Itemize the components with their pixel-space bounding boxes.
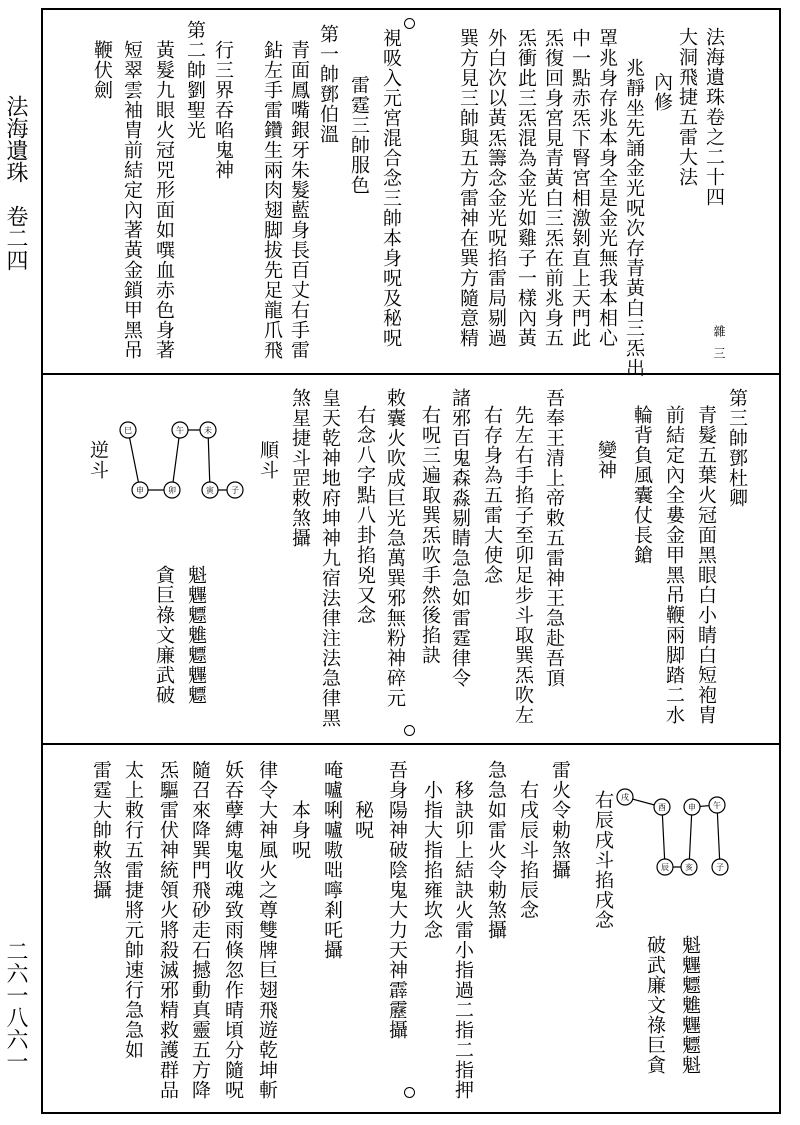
text-column: 青髮五葉火冠面黑眼白小睛白短袍胄: [695, 405, 717, 725]
text-column: 右辰戌斗掐戌念: [592, 790, 614, 930]
section-divider-2: [41, 743, 781, 745]
text-column: 律令大神風火之尊雙牌巨翅飛遊乾坤斬: [256, 760, 278, 1100]
text-column: 巽方見三帥與五方雷神在巽方隨意精: [457, 28, 479, 348]
diagram-node-label: 午: [176, 426, 184, 435]
text-column: 移訣卯上結訣火雷小指過二指二指押: [452, 780, 474, 1100]
text-column: 妖吞孽縛鬼收魂致雨倏忽作晴頃分隨呪: [222, 760, 244, 1100]
diagram-node-label: 辰: [661, 863, 669, 872]
text-column: 罩兆身存兆本身全是金光無我本相心: [596, 28, 618, 348]
page-number-side: 二六一八六一: [3, 940, 28, 1072]
text-column: 急急如雷火令勅煞攝: [485, 760, 507, 940]
diagram-node-label: 卯: [168, 486, 176, 495]
text-column: 唵嚧唎嚧嗷咄嚀剎吒攝: [321, 760, 343, 960]
text-column: 魁魓魒魋魒魓魒: [185, 565, 207, 705]
chen-xu-dipper-diagram: [605, 775, 755, 885]
text-column: 第二帥劉聖光: [184, 20, 206, 140]
text-column: 順斗: [257, 440, 279, 480]
text-column: 鞭伏劍: [91, 40, 113, 100]
diagram-caption: 逆斗: [87, 440, 109, 480]
volume-side: 卷二四: [3, 205, 28, 271]
text-column: 視吸入元宮混合念三帥本身呪及秘呪: [380, 28, 402, 348]
text-column: 雷霆大帥敕煞攝: [90, 760, 112, 900]
text-column: 魁魓魒魋魓魒魁: [679, 935, 701, 1075]
text-column: 皇天乾神地府坤神九宿法律注法急律黑: [319, 388, 341, 728]
text-column: 內修: [651, 72, 673, 112]
text-column: 先左右手掐子至卯足步斗取巽炁吹左: [512, 405, 534, 725]
text-column: 中一點赤炁下腎宮相激剝直上天門此: [569, 28, 591, 348]
diagram-node-label: 酉: [658, 803, 666, 812]
diagram-node-label: 巳: [124, 426, 132, 435]
text-column: 吾奉王清上帝敕五雷神王急赴吾頂: [543, 388, 565, 688]
text-column: 秘呪: [352, 800, 374, 840]
text-column: 小指大指掐雍坎念: [421, 780, 443, 940]
book-title-side: 法海遺珠: [3, 95, 28, 183]
text-column: 兆靜坐先誦金光呪次存青黃白三炁出: [623, 58, 645, 378]
text-column: 諸邪百鬼森淼剔睛急急如雷霆律令: [449, 388, 471, 688]
text-column: 貪巨祿文廉武破: [153, 565, 175, 705]
diagram-node-label: 申: [688, 803, 696, 812]
text-column: 煞星捷斗罡敕煞攝: [289, 388, 311, 548]
diagram-node-label: 子: [231, 486, 239, 495]
text-column: 雷霆三帥服色: [348, 75, 370, 195]
diagram-node-label: 子: [716, 863, 724, 872]
diagram-node-label: 戌: [621, 793, 629, 802]
text-column: 短翠雲袖胄前結定內著黃金鎖甲黑吊: [121, 40, 143, 360]
text-column: 炁驅雷伏神統領火將殺滅邪精救護群品: [157, 760, 179, 1100]
text-column: 破武廉文祿巨貪: [644, 935, 666, 1075]
diagram-node-label: 午: [713, 801, 721, 810]
text-column: 吾身陽神破陰鬼大力天神霹靂攝: [386, 760, 408, 1040]
text-column: 第一帥鄧伯溫: [317, 24, 339, 144]
text-column: 右戌辰斗掐辰念: [517, 780, 539, 920]
diagram-node-label: 亥: [685, 863, 693, 872]
text-column: 第三帥鄧杜卿: [726, 388, 748, 508]
binding-circle-top: [404, 18, 415, 29]
text-column: 外白次以黃炁籌念金光呪掐雷局剔過: [485, 28, 507, 348]
text-column: 青面鳳嘴銀牙朱髮藍身長百丈右手雷: [288, 40, 310, 360]
text-column: 雷火令勅煞攝: [549, 760, 571, 880]
text-column: 本身呪: [289, 800, 311, 860]
text-column: 右存身為五雷大使念: [481, 405, 503, 585]
binding-circle-bottom: [404, 1087, 415, 1098]
text-column: 右呪三遍取巽炁吹手然後掐訣: [419, 405, 441, 665]
section-divider-1: [41, 373, 781, 375]
text-column: 隨召來降巽門飛砂走石撼動真靈五方降: [189, 760, 211, 1100]
text-column: 大洞飛捷五雷大法: [676, 27, 698, 187]
text-column: 黃髮九眼火冠兕形面如噀血赤色身著: [153, 40, 175, 360]
text-column: 右念八字點八卦掐兇又念: [354, 405, 376, 625]
diagram-node-label: 申: [136, 486, 144, 495]
text-column: 炁復回身宮見青黃白三炁在前兆身五: [542, 28, 564, 348]
diagram-node-label: 寅: [206, 486, 214, 495]
text-column: 前結定內全婁金甲黑吊鞭兩脚踏二水: [663, 405, 685, 725]
text-column: 變神: [595, 440, 617, 480]
binding-circle-mid: [404, 725, 415, 736]
text-column: 行三界吞啗鬼神: [212, 40, 234, 180]
section-serial: 雜三: [712, 325, 726, 369]
diagram-node-label: 未: [204, 426, 212, 435]
text-column: 炁衝此三炁混為金光如雞子一樣內黃: [515, 28, 537, 348]
volume-header: 法海遺珠卷之二十四: [703, 27, 725, 207]
text-column: 鉆左手雷鑽生兩肉翅脚拔先足龍爪飛: [261, 40, 283, 360]
text-column: 輪背負風囊仗長鎗: [631, 405, 653, 565]
text-column: 敕囊火吹成巨光急萬巽邪無粉神碎元: [384, 388, 406, 708]
text-column: 太上敕行五雷捷將元帥速行急急如: [122, 760, 144, 1060]
